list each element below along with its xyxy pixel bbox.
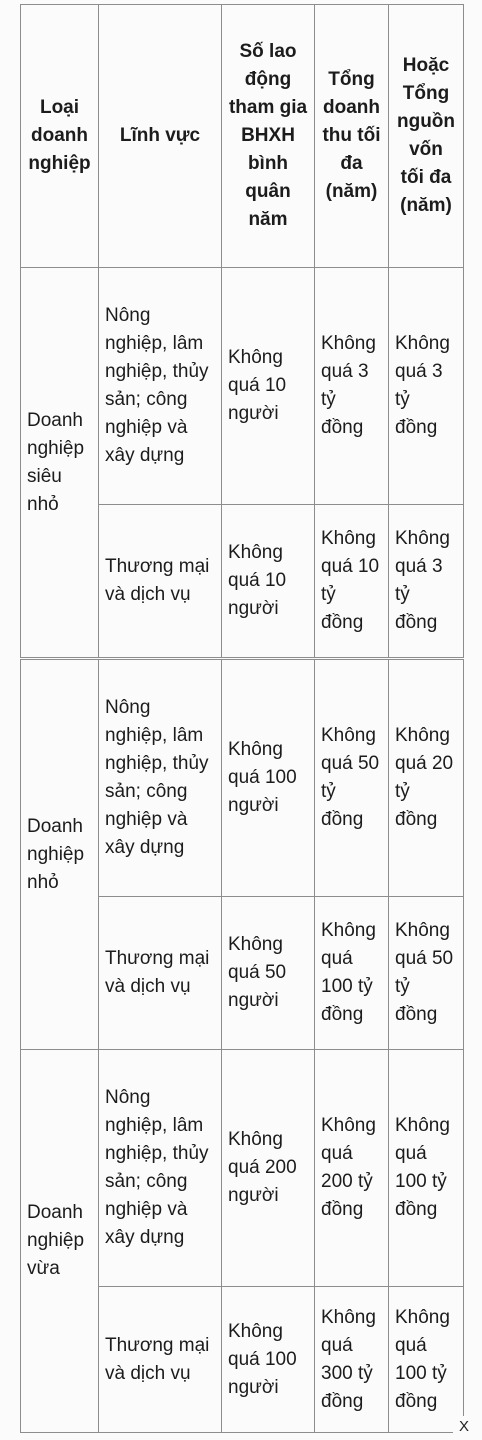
workers-cell: Không quá 50 người (222, 897, 315, 1050)
sme-criteria-table (20, 4, 464, 1433)
sme-criteria-table-container (20, 4, 463, 1433)
capital-cell: Không quá 3 tỷ đồng (389, 268, 464, 505)
revenue-cell: Không quá 100 tỷ đồng (315, 897, 389, 1050)
header-row (21, 5, 464, 268)
header-type: Loại doanh nghiệp (21, 5, 99, 268)
revenue-cell: Không quá 300 tỷ đồng (315, 1287, 389, 1433)
revenue-cell: Không quá 10 tỷ đồng (315, 505, 389, 659)
field-cell: Thương mại và dịch vụ (99, 897, 222, 1050)
workers-cell: Không quá 200 người (222, 1050, 315, 1287)
revenue-cell: Không quá 3 tỷ đồng (315, 268, 389, 505)
revenue-cell: Không quá 50 tỷ đồng (315, 659, 389, 897)
table-row (21, 268, 464, 505)
enterprise-type-cell: Doanh nghiệp siêu nhỏ (21, 268, 99, 659)
capital-cell: Không quá 3 tỷ đồng (389, 505, 464, 659)
header-capital: Hoặc Tổng nguồn vốn tối đa (năm) (389, 5, 464, 268)
workers-cell: Không quá 10 người (222, 505, 315, 659)
header-field: Lĩnh vực (99, 5, 222, 268)
capital-cell: Không quá 20 tỷ đồng (389, 659, 464, 897)
workers-cell: Không quá 100 người (222, 659, 315, 897)
revenue-cell: Không quá 200 tỷ đồng (315, 1050, 389, 1287)
capital-cell: Không quá 50 tỷ đồng (389, 897, 464, 1050)
capital-cell: Không quá 100 tỷ đồng (389, 1050, 464, 1287)
field-cell: Nông nghiệp, lâm nghiệp, thủy sản; công nghiệp và xây dựng (99, 268, 222, 505)
field-cell: Thương mại và dịch vụ (99, 505, 222, 659)
workers-cell: Không quá 10 người (222, 268, 315, 505)
close-icon[interactable]: X (453, 1416, 475, 1438)
header-revenue: Tổng doanh thu tối đa (năm) (315, 5, 389, 268)
workers-cell: Không quá 100 người (222, 1287, 315, 1433)
field-cell: Nông nghiệp, lâm nghiệp, thủy sản; công nghiệp và xây dựng (99, 1050, 222, 1287)
capital-cell: Không quá 100 tỷ đồng (389, 1287, 464, 1433)
table-row (21, 1050, 464, 1287)
table-row (21, 659, 464, 897)
header-workers: Số lao động tham gia BHXH bình quân năm (222, 5, 315, 268)
field-cell: Thương mại và dịch vụ (99, 1287, 222, 1433)
field-cell: Nông nghiệp, lâm nghiệp, thủy sản; công nghiệp và xây dựng (99, 659, 222, 897)
enterprise-type-cell: Doanh nghiệp nhỏ (21, 659, 99, 1050)
enterprise-type-cell: Doanh nghiệp vừa (21, 1050, 99, 1433)
